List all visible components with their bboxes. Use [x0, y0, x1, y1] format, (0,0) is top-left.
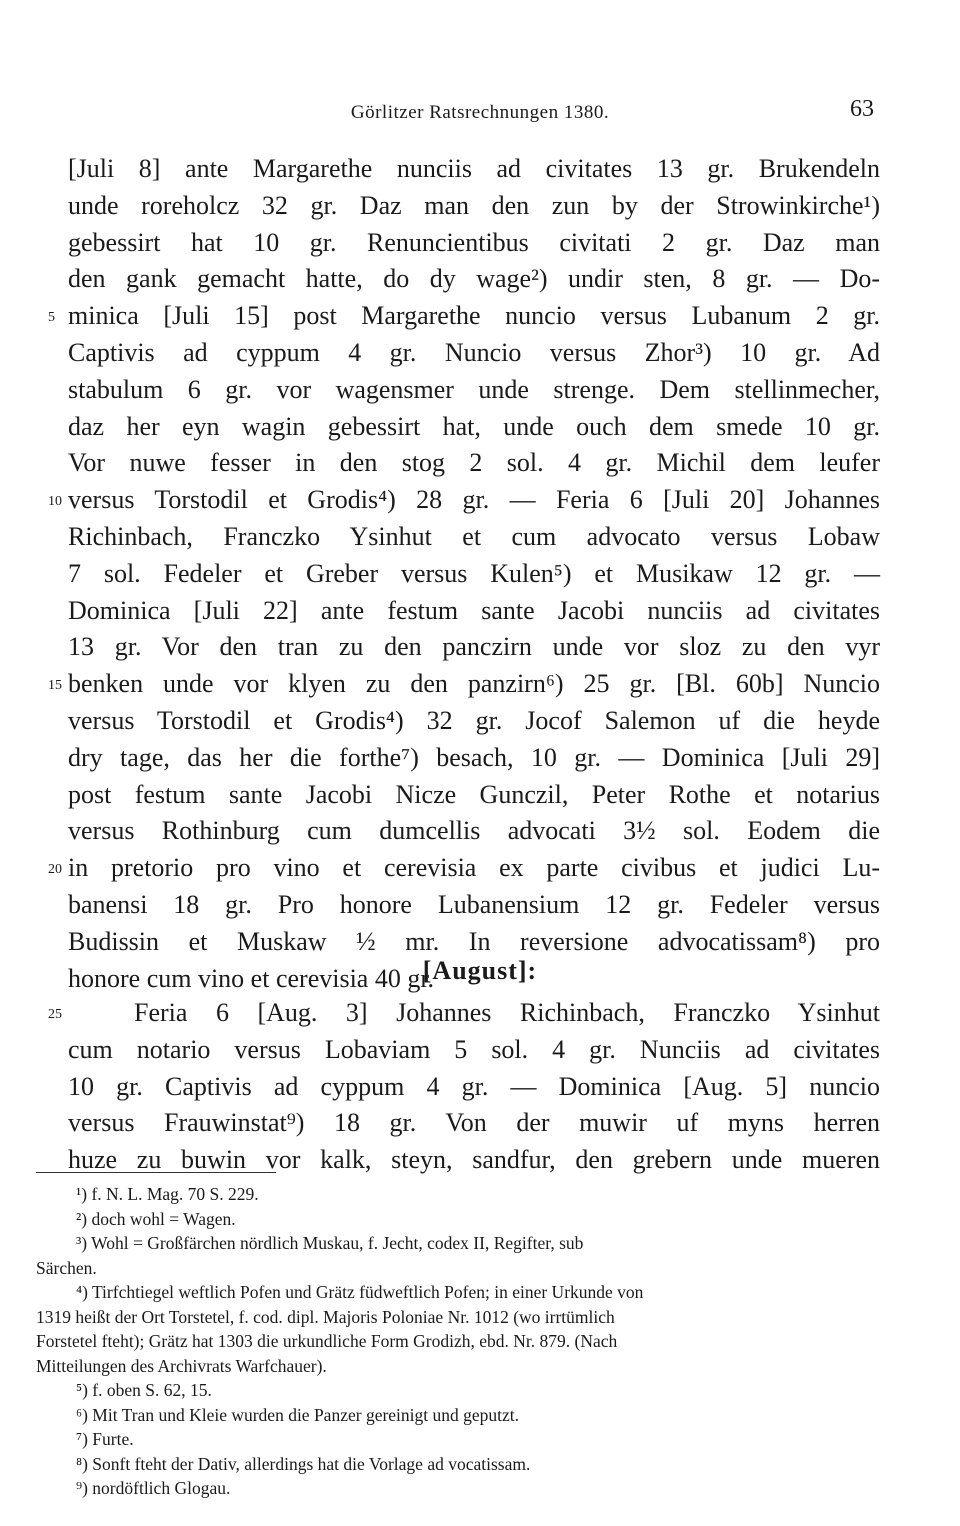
text-line: [68, 1142, 880, 1179]
line-text: 13 gr. Vor den tran zu den panczirn unde vor sloz zu den vyr: [68, 632, 880, 662]
line-text: benken unde vor klyen zu den panzirn⁶) 25 gr. [Bl. 60b] Nuncio: [68, 669, 880, 699]
line-text: in pretorio pro vino et cerevisia ex parte civibus et judici Lu-: [68, 853, 880, 883]
footnote: ⁴) Tirfchtiegel weftlich Pofen und Grätz füdweftlich Pofen; in einer Urkunde von: [76, 1282, 644, 1302]
line-text: den gank gemacht hatte, do dy wage²) undir sten, 8 gr. — Do-: [68, 264, 880, 294]
footnote: ⁹) nordöftlich Glogau.: [76, 1478, 231, 1498]
footnote: ³) Wohl = Großfärchen nördlich Muskau, f. Jecht, codex II, Regifter, sub: [76, 1233, 584, 1253]
text-line: [48, 850, 880, 887]
line-text: Feria 6 [Aug. 3] Johannes Richinbach, Franczko Ysinhut: [134, 998, 880, 1027]
line-number: 10: [48, 494, 62, 510]
footnote: 1319 heißt der Ort Torstetel, f. cod. dipl. Majoris Poloniae Nr. 1012 (wo irrtümlich: [36, 1306, 615, 1327]
line-text: versus Torstodil et Grodis⁴) 28 gr. — Feria 6 [Juli 20] Johannes: [68, 485, 880, 515]
text-line: [68, 335, 880, 372]
line-text: Richinbach, Franczko Ysinhut et cum advocato versus Lobaw: [68, 521, 880, 551]
text-line: [68, 409, 880, 446]
line-text: huze zu buwin vor kalk, steyn, sandfur, den grebern unde mueren: [68, 1145, 880, 1175]
line-text: 7 sol. Fedeler et Greber versus Kulen⁵) et Musikaw 12 gr. —: [68, 558, 880, 588]
text-line: [68, 740, 880, 777]
line-text: [Juli 8] ante Margarethe nunciis ad civitates 13 gr. Brukendeln: [68, 154, 880, 183]
line-number: 20: [48, 862, 62, 878]
line-text: versus Frauwinstat⁹) 18 gr. Von der muwir uf myns herren: [68, 1108, 880, 1138]
text-line: [68, 261, 880, 298]
line-text: versus Rothinburg cum dumcellis advocati 3½ sol. Eodem die: [68, 816, 880, 846]
footnote: ⁷) Furte.: [76, 1429, 134, 1449]
footnote: Mitteilungen des Archivrats Warfchauer).: [36, 1355, 327, 1376]
footnotes: [36, 1182, 880, 1501]
line-number: 15: [48, 678, 62, 694]
line-text: stabulum 6 gr. vor wagensmer unde strenge. Dem stellinmecher,: [68, 374, 880, 404]
text-line: [68, 703, 880, 740]
line-number: 5: [48, 310, 55, 326]
line-text: Captivis ad cyppum 4 gr. Nuncio versus Zhor³) 10 gr. Ad: [68, 337, 880, 367]
line-text: Dominica [Juli 22] ante festum sante Jacobi nunciis ad civitates: [68, 595, 880, 625]
text-line: [68, 593, 880, 630]
footnote: ²) doch wohl = Wagen.: [76, 1208, 236, 1229]
line-text: dry tage, das her die forthe⁷) besach, 10 gr. — Dominica [Juli 29]: [68, 742, 880, 772]
line-text: Budissin et Muskaw ½ mr. In reversione advocatissam⁸) pro: [68, 926, 880, 956]
line-text: gebessirt hat 10 gr. Renuncientibus civitati 2 gr. Daz man: [68, 227, 880, 257]
text-line: [48, 995, 880, 1032]
text-line: [68, 924, 880, 961]
text-line: [68, 1069, 880, 1106]
line-text: unde roreholcz 32 gr. Daz man den zun by der Strowinkirche¹): [68, 190, 880, 220]
line-text: 10 gr. Captivis ad cyppum 4 gr. — Dominica [Aug. 5] nuncio: [68, 1071, 880, 1101]
text-line: [68, 519, 880, 556]
august-text: [48, 995, 880, 1179]
text-line: [68, 445, 880, 482]
text-line: [68, 188, 880, 225]
text-line: [68, 556, 880, 593]
text-line: [68, 1032, 880, 1069]
text-line: [68, 777, 880, 814]
line-number: 25: [48, 1007, 62, 1022]
text-line: [68, 225, 880, 262]
footnote: ⁸) Sonft fteht der Dativ, allerdings hat die Vorlage ad vocatissam.: [76, 1453, 531, 1474]
text-line: [68, 372, 880, 409]
footnote-rule: [36, 1172, 276, 1173]
line-text: versus Torstodil et Grodis⁴) 32 gr. Jocof Salemon uf die heyde: [68, 705, 880, 735]
footnote: ⁶) Mit Tran und Kleie wurden die Panzer gereinigt und geputzt.: [76, 1404, 520, 1425]
footnote: ¹) f. N. L. Mag. 70 S. 229.: [76, 1184, 259, 1204]
text-line: [48, 666, 880, 703]
page-number: 63: [850, 96, 874, 122]
text-line: [48, 482, 880, 519]
text-line: [68, 813, 880, 850]
line-text: daz her eyn wagin gebessirt hat, unde ouch dem smede 10 gr.: [68, 411, 880, 441]
footnote: Forstetel fteht); Grätz hat 1303 die urkundliche Form Grodizh, ebd. Nr. 879. (Nach: [36, 1331, 618, 1351]
line-text: banensi 18 gr. Pro honore Lubanensium 12 gr. Fedeler versus: [68, 889, 880, 919]
line-text: Vor nuwe fesser in den stog 2 sol. 4 gr. Michil dem leufer: [68, 448, 880, 478]
page-header: [0, 96, 960, 136]
text-line: [48, 298, 880, 335]
footnote: ⁵) f. oben S. 62, 15.: [76, 1380, 212, 1400]
section-heading: [August]:: [422, 956, 538, 985]
line-text: minica [Juli 15] post Margarethe nuncio versus Lubanum 2 gr.: [68, 301, 880, 331]
footnote: Särchen.: [36, 1257, 97, 1278]
text-line: [68, 151, 880, 188]
text-line: [68, 887, 880, 924]
line-text: post festum sante Jacobi Nicze Gunczil, Peter Rothe et notarius: [68, 779, 880, 809]
text-line: [68, 629, 880, 666]
line-text: cum notario versus Lobaviam 5 sol. 4 gr. Nunciis ad civitates: [68, 1034, 880, 1064]
line-text: honore cum vino et cerevisia 40 gr.: [68, 963, 435, 993]
running-head: Görlitzer Ratsrechnungen 1380.: [350, 102, 610, 123]
text-line: [68, 1105, 880, 1142]
main-text: [48, 151, 880, 997]
